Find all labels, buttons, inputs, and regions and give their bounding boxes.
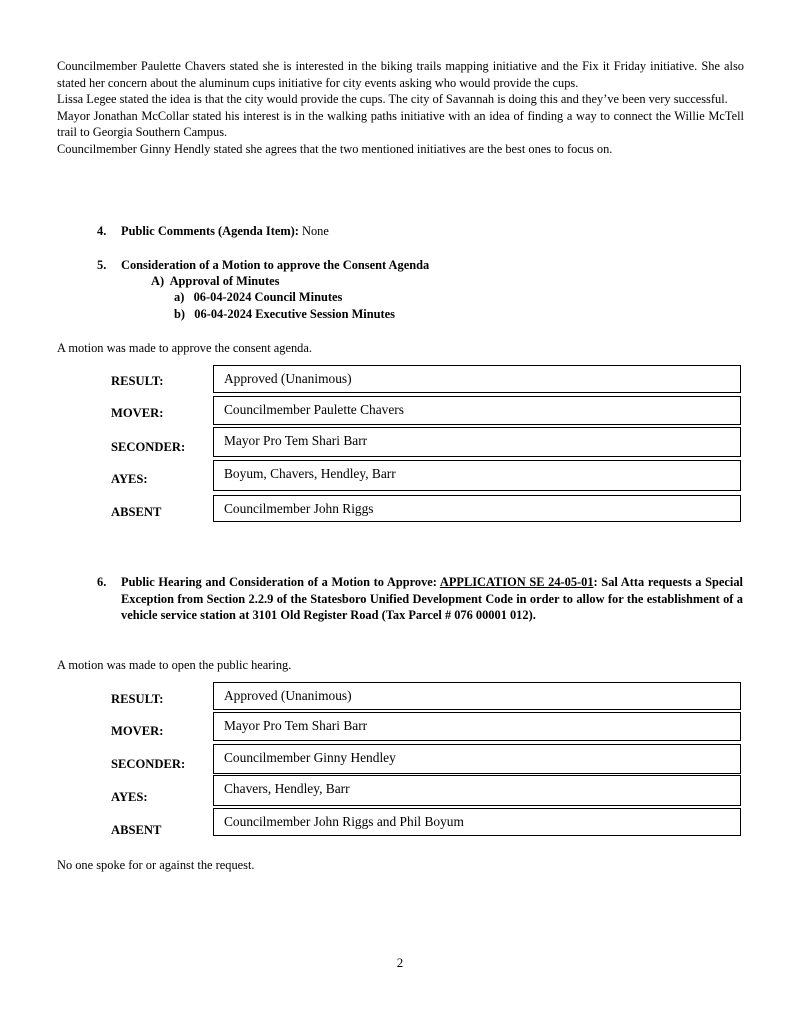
seconder-value: Councilmember Ginny Hendley: [213, 744, 741, 774]
absent-label: ABSENT: [111, 823, 162, 837]
motion-statement: A motion was made to approve the consent agenda.: [57, 341, 312, 355]
mover-label: MOVER:: [111, 724, 164, 738]
agenda-item-6: [97, 574, 743, 624]
item-title: Consideration of a Motion to approve the Consent Agenda: [121, 258, 430, 272]
page-number: 2: [396, 955, 404, 970]
mover-label: MOVER:: [111, 406, 164, 420]
paragraph: Councilmember Paulette Chavers stated she is interested in the biking trails mapping initiative and the Fix it Friday initiative. She also stated her concern about the aluminum cups initiative for city events asking who would provide the cups.: [57, 59, 744, 90]
item-title: Public Comments (Agenda Item):: [121, 224, 299, 238]
result-label: RESULT:: [111, 692, 164, 706]
agenda-item-5: [97, 258, 429, 273]
item-title: Public Hearing and Consideration of a Motion to Approve:: [121, 575, 440, 589]
item-number: 4.: [97, 224, 107, 238]
sub-item-executive-minutes: b) 06-04-2024 Executive Session Minutes: [174, 307, 395, 321]
item-number: 6.: [97, 575, 107, 589]
discussion-notes: [57, 58, 744, 158]
paragraph: Councilmember Ginny Hendly stated she agrees that the two mentioned initiatives are the best ones to focus on.: [57, 141, 613, 156]
motion-statement: A motion was made to open the public hearing.: [57, 658, 292, 672]
result-value: Approved (Unanimous): [213, 682, 741, 710]
ayes-label: AYES:: [111, 790, 148, 804]
mover-value: Councilmember Paulette Chavers: [213, 396, 741, 425]
result-value: Approved (Unanimous): [213, 365, 741, 393]
absent-value: Councilmember John Riggs and Phil Boyum: [213, 808, 741, 836]
application-number: APPLICATION SE 24-05-01: [439, 575, 594, 589]
item-value: None: [298, 224, 329, 238]
paragraph: Mayor Jonathan McCollar stated his interest is in the walking paths initiative with an idea of finding a way to connect the Willie McTell trail to Georgia Southern Campus.: [57, 108, 744, 140]
absent-label: ABSENT: [111, 505, 162, 519]
mover-value: Mayor Pro Tem Shari Barr: [213, 712, 741, 741]
absent-value: Councilmember John Riggs: [213, 495, 741, 522]
sub-item-approval-of-minutes: A) Approval of Minutes: [151, 274, 280, 288]
seconder-value: Mayor Pro Tem Shari Barr: [213, 427, 741, 457]
closing-statement: No one spoke for or against the request.: [57, 858, 255, 872]
ayes-value: Boyum, Chavers, Hendley, Barr: [213, 460, 741, 491]
paragraph: Lissa Legee stated the idea is that the city would provide the cups. The city of Savannah is doing this and they’ve been very successful.: [57, 92, 728, 107]
ayes-value: Chavers, Hendley, Barr: [213, 775, 741, 806]
ayes-label: AYES:: [111, 472, 148, 486]
item-description: : Sal Atta requests a Special Exception from Section 2.2.9 of the Statesboro Unified Development Code in order to allow for the establishment of a vehicle service station at 3101 Old Register Road (Tax Parcel # 076 00001 012).: [121, 575, 743, 623]
item-number: 5.: [97, 258, 107, 272]
sub-item-council-minutes: a) 06-04-2024 Council Minutes: [174, 290, 343, 304]
seconder-label: SECONDER:: [111, 757, 186, 771]
agenda-item-4: [97, 224, 329, 239]
seconder-label: SECONDER:: [111, 440, 186, 454]
result-label: RESULT:: [111, 374, 164, 388]
